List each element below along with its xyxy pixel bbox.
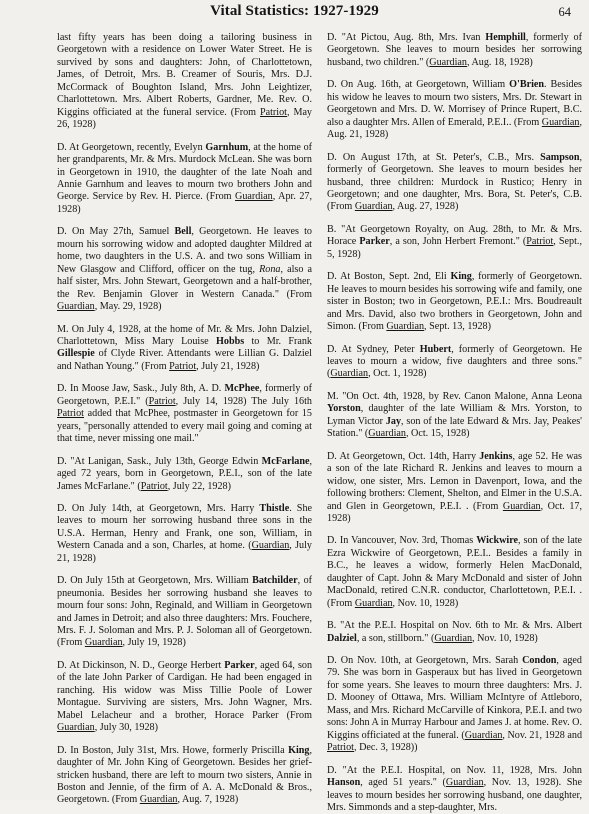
entry-text: , July 14, 1928) The July 16th	[175, 395, 312, 407]
entry-text: D. On Nov. 10th, at Georgetown, Mrs. Sarah	[327, 655, 523, 667]
surname: Dalziel	[327, 632, 357, 644]
entry-text: last fifty years has been doing a tailoring business in Georgetown with a residence on Lower Water Street. He is survived by sons and daughters: John, of Charlottetown, James, of Detroit, Mrs. B. Creamer of Souris, Mrs. D.J. McCormack of Boughton Island, Mrs. John Leightizer, Charlottetown. Mrs. Albert Roberts, Gardner, Me. Rev. O. Kiggins officiated at the funeral service. (From	[57, 32, 312, 118]
surname: Hemphill	[485, 32, 526, 43]
entry-text: , July 21, 1928)	[57, 540, 312, 564]
surname: Batchilder	[252, 575, 298, 587]
entry-text: , daughter of Mr. John King of Georgetown. Besides her grief-stricken husband, there are left to mourn two sisters, Annie in Boston and Jennie, of the firm of A. A. McDonald & Bros., Georgetown. (From	[57, 744, 312, 806]
entry-text: D. At Georgetown, recently, Evelyn	[57, 141, 206, 153]
entry-text: D. At Georgetown, Oct. 14th, Harry	[327, 450, 480, 462]
source-name: Guardian	[434, 632, 473, 644]
record-entry	[57, 324, 312, 374]
entry-text: , Dec. 3, 1928))	[354, 742, 418, 754]
entry-text: , age 52. He was a son of the late Richard R. Jenkins and leaves to mourn a widow, one sister, Mrs. Lemon in Davenport, Iowa, and the following brothers: Clement, Shelton, and Elmer in the U.S.A. and Glen in Georgetown, P.E.I. . (From	[327, 450, 582, 512]
left-column	[57, 32, 313, 806]
entry-text: , Aug. 18, 1928)	[466, 56, 533, 68]
source-name: Guardian	[386, 321, 425, 333]
surname: McFarlane	[261, 455, 310, 467]
surname: Thistle	[259, 502, 290, 514]
surname: Gillespie	[57, 348, 95, 360]
entry-text: , Aug. 27, 1928)	[392, 201, 459, 213]
surname: McPhee	[224, 383, 260, 395]
source-name: Guardian	[235, 191, 273, 203]
record-entry	[57, 575, 312, 650]
entry-text: , daughter of the late William & Mrs. Yorston, to Lyman Victor	[327, 403, 582, 427]
record-entry	[327, 765, 582, 814]
entry-text: , aged 64, son of the late John Parker of Cardigan. He had been engaged in ranching. His widow was Miss Tillie Poole of Lower Montague. Surviving are sisters, Mrs. John Wagner, Mrs. Mabel Lelacheur and a brother, Horace Parker (From	[57, 659, 313, 721]
source-name: Guardian	[429, 56, 467, 68]
record-entry	[57, 660, 312, 735]
entry-text: , Nov. 10, 1928)	[392, 597, 459, 609]
source-name: Guardian	[57, 722, 95, 734]
entry-text: , aged 79. She was born in Gasperaux but has lived in Georgetown for some years. She leaves to mourn three daughters: Mrs. J. D. Mooney of Ottawa, Mrs. William McIntyre of Attleboro, Mass, and Mrs. Richard McCarville of Kinkora, P.E.I. and two sons: John A in Murray Harbour and James J. at home. Rev. O. Kiggins officiated at the funeral. (	[327, 655, 582, 741]
surname: Parker	[359, 236, 390, 248]
source-name: Patriot	[169, 360, 197, 372]
entry-text: . She leaves to mourn her sorrowing husband three sons in the U.S.A. Herman, Henry and Frank, one son, William, in Western Canada and a son, Charles, at home. (	[57, 502, 312, 552]
entry-text: , Sept. 13, 1928)	[424, 321, 491, 333]
entry-text: , aged 51 years." (	[360, 777, 446, 789]
entry-text: , May 26, 1928)	[57, 106, 312, 131]
surname: Jenkins	[479, 450, 513, 462]
entry-text: added that McPhee, postmaster in Georgetown for 15 years, "personally attended to every mail going and coming at that time, never missing one mail."	[57, 408, 312, 445]
entry-text: to Mr. Frank	[244, 335, 312, 347]
source-name: Patriot	[148, 395, 176, 407]
record-entry	[327, 32, 582, 69]
page-title: Vital Statistics: 1927-1929	[210, 3, 379, 19]
entry-text: , July 22, 1928)	[167, 480, 231, 492]
source-name: Guardian	[354, 597, 393, 609]
entry-text: , Nov. 13, 1928). She leaves to mourn besides her sorrowing husband, one daughter, Mrs. Simmonds and a step-daughter, Mrs.	[327, 777, 582, 814]
entry-text: D. "At the P.E.I. Hospital, on Nov. 11, 1928, Mrs. John	[327, 764, 582, 776]
record-entry	[327, 79, 582, 141]
entry-text: , July 19, 1928)	[122, 637, 186, 649]
source-name: Patriot	[327, 742, 354, 754]
entry-text: M. "On Oct. 4th, 1928, by Rev. Canon Malone, Anna Leona	[327, 390, 582, 402]
entry-text: , May. 29, 1928)	[94, 301, 162, 313]
entry-text: D. On August 17th, at St. Peter's, C.B., Mrs.	[327, 151, 541, 163]
record-entry	[57, 226, 312, 313]
entry-text: D. On July 15th at Georgetown, Mrs. William	[57, 575, 253, 587]
entry-text: D. At Dickinson, N. D., George Herbert	[57, 659, 225, 671]
entry-text: , formerly of Georgetown. She leaves to mourn besides her sorrowing husband, two children." (	[327, 32, 582, 68]
entry-text: , a son, stillborn." (	[356, 632, 435, 644]
entry-text: D. On July 14th, at Georgetown, Mrs. Harry	[57, 502, 260, 514]
entry-text: , Oct. 17, 1928)	[327, 500, 583, 524]
entry-text: , formerly of Georgetown. He leaves to mourn a widow, five daughters and three sons." (	[327, 343, 582, 380]
right-column	[327, 32, 583, 814]
source-name: Guardian	[445, 777, 484, 789]
surname: Parker	[224, 659, 255, 671]
entry-text: D. In Vancouver, Nov. 3rd, Thomas	[327, 535, 477, 547]
entry-text: . Besides his widow he leaves to mourn two sisters, Mrs. Dr. Stewart in Georgetown and Mrs. D. W. Morrisey of Prince Rupert, B.C. also a daughter Mrs. Allen of Emerald, P.E.I.. (From	[327, 79, 582, 128]
entry-text: , Sept., 5, 1928)	[327, 236, 582, 260]
surname: King	[288, 744, 310, 756]
entry-text: , formerly of Georgetown. He leaves to mourn besides his sorrowing wife and family, one sister in Boston; two in Georgetown, P.E.I.: Mrs. Boudreault and Mrs. David, also two brothers in Georgetown, John and Simon. (From	[327, 271, 582, 333]
entry-text: , Oct. 1, 1928)	[368, 368, 427, 380]
record-entry	[57, 142, 312, 217]
entry-text: , Georgetown. He leaves to mourn his sorrowing widow and adopted daughter Mildred at home, two daughters in the U.S. A. and two sons William in New Glasgow and Clifford, officer on the tug,	[57, 226, 312, 275]
record-entry	[327, 344, 582, 381]
entry-text: D. On Aug. 16th, at Georgetown, William	[327, 79, 510, 91]
page-number: 64	[558, 5, 571, 19]
surname: Garnhum	[205, 141, 249, 153]
source-name: Guardian	[354, 201, 393, 213]
entry-text: , Aug. 7, 1928)	[177, 794, 239, 806]
entry-text: B. "At Georgetown Royalty, on Aug. 28th, to Mr. & Mrs. Horace	[327, 223, 582, 248]
source-name: Guardian	[84, 637, 123, 649]
entry-text: D. At Boston, Sept. 2nd, Eli	[327, 271, 451, 283]
source-name: Patriot	[259, 106, 287, 118]
entry-text: D. "At Lanigan, Sask., July 13th, George Edwin	[57, 455, 262, 467]
source-name: Guardian	[330, 368, 369, 380]
source-name: Guardian	[541, 116, 580, 128]
source-name: Guardian	[251, 540, 290, 552]
source-name: Patriot	[526, 236, 554, 248]
source-name: Guardian	[57, 301, 95, 313]
entry-text: , son of the late Edward & Mrs. Jay, Peakes' Station." (	[327, 415, 582, 440]
record-entry	[327, 535, 582, 610]
record-entry	[57, 503, 312, 565]
surname: Sampson	[540, 151, 580, 163]
record-entry	[57, 745, 312, 807]
entry-text: , Apr. 27, 1928)	[57, 191, 312, 215]
surname: Wickwire	[476, 535, 519, 547]
entry-text: , formerly of Georgetown. She leaves to mourn besides her husband, three children: Murdock in Rustico; Henry in Georgetown; and one daughter, Mrs. Bora, St. Peter's, C.B. (From	[327, 151, 582, 213]
record-entry	[327, 620, 582, 645]
source-name: Patriot	[57, 408, 84, 420]
source-name: Guardian	[464, 729, 503, 741]
entry-text: of Clyde River. Attendants were Lillian G. Dalziel and Nathan Young." (From	[57, 348, 312, 372]
record-entry	[57, 383, 312, 445]
entry-text: , Nov. 21, 1928 and	[502, 729, 583, 741]
record-entry	[327, 391, 582, 441]
surname: Bell	[174, 226, 192, 238]
surname: Jay	[385, 415, 402, 427]
source-name: Patriot	[140, 480, 168, 492]
entry-text: , also a half sister, Mrs. John Stewart, Georgetown and a half-brother, the Rev. Benjamin Glover in Western Canada." (From	[57, 263, 312, 300]
record-entry	[327, 224, 582, 261]
entry-text: , of pneumonia. Besides her sorrowing husband she leaves to mourn four sons: John, Reginald, and William in Georgetown and James in Detroit; and also three daughters: Mrs. Fouchere, Mrs. F. J. Soloman and Mrs. P. J. Soloman all of Georgetown. (From	[57, 575, 312, 649]
source-name: Guardian	[368, 428, 406, 440]
entry-text: B. "At the P.E.I. Hospital on Nov. 6th to Mr. & Mrs. Albert	[327, 620, 582, 632]
entry-text: , Nov. 10, 1928)	[472, 632, 538, 644]
record-entry	[57, 456, 312, 493]
entry-text: , aged 72 years, born in Georgetown, P.E.I., son of the late James McFarlane." (	[57, 455, 312, 492]
record-entry	[327, 451, 582, 526]
surname: Condon	[522, 655, 557, 667]
surname: O'Brien	[509, 79, 545, 91]
entry-text: , July 30, 1928)	[94, 722, 158, 734]
entry-text: D. In Moose Jaw, Sask., July 8th, A. D.	[57, 383, 225, 395]
surname: Hanson	[327, 777, 361, 789]
entry-text: , July 21, 1928)	[196, 360, 260, 372]
entry-text: M. On July 4, 1928, at the home of Mr. & Mrs. John Dalziel, Charlottetown, Miss Mary Louise	[57, 323, 312, 347]
entry-text: , at the home of her grandparents, Mr. & Mrs. Murdock McLean. She was born in Georgetown in 1910, the daughter of the late Noah and Annie Garnhum and leaves to mourn two brothers John and George. Service by Rev. H. Pierce. (From	[57, 141, 312, 203]
vessel-name: Rona	[259, 263, 281, 275]
entry-text: , Aug. 21, 1928)	[327, 116, 582, 141]
record-entry	[327, 655, 582, 755]
page-header	[0, 3, 589, 25]
source-name: Guardian	[502, 500, 541, 512]
entry-text: D. On May 27th, Samuel	[57, 226, 175, 238]
entry-text: D. In Boston, July 31st, Mrs. Howe, formerly Priscilla	[57, 744, 289, 756]
surname: Hubert	[419, 343, 452, 355]
entry-text: , Oct. 15, 1928)	[405, 428, 470, 440]
entry-text: , son of the late Ezra Wickwire of Georgetown, P.E.I.. Besides a family in B.C., he leaves a widow, formerly Helen MacDonald, daughter of Capt. John & Mary McDonald and sister of John MacDonald, retired C.N.R. conductor, Charlottetown, P.E.I. . (From	[327, 535, 582, 609]
source-name: Guardian	[139, 794, 178, 806]
record-entry	[327, 271, 582, 333]
record-entry	[327, 152, 582, 214]
record-entry	[57, 32, 312, 132]
surname: King	[450, 271, 472, 283]
entry-text: , a son, John Herbert Fremont." (	[389, 236, 527, 248]
entry-text: , formerly of Georgetown, P.E.I." (	[57, 383, 312, 407]
surname: Hobbs	[216, 335, 245, 347]
entry-text: D. At Sydney, Peter	[327, 343, 420, 355]
surname: Yorston	[327, 403, 361, 415]
entry-text: D. "At Pictou, Aug. 8th, Mrs. Ivan	[327, 32, 486, 43]
